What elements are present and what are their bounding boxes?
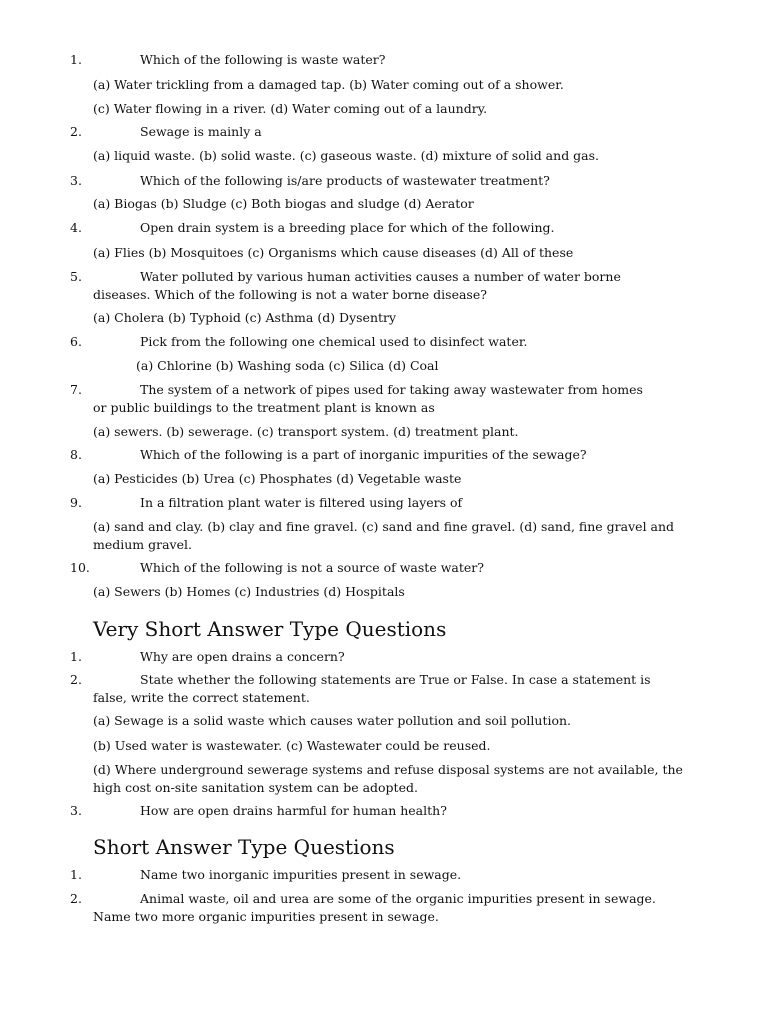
question-10-options: (a) Sewers (b) Homes (c) Industries (d) Hospitals bbox=[93, 584, 405, 599]
question-text: Open drain system is a breeding place for which of the following. bbox=[140, 220, 555, 235]
question-text: Why are open drains a concern? bbox=[140, 649, 345, 664]
section-heading-short: Short Answer Type Questions bbox=[93, 835, 395, 859]
question-number: 4. bbox=[70, 220, 82, 235]
question-text: How are open drains harmful for human health? bbox=[140, 803, 447, 818]
question-number: 10. bbox=[70, 560, 90, 575]
question-text: Which of the following is not a source of waste water? bbox=[140, 560, 484, 575]
vsa-question-2-part-a: (a) Sewage is a solid waste which causes water pollution and soil pollution. bbox=[93, 713, 572, 728]
question-1-options-row-2: (c) Water flowing in a river. (d) Water coming out of a laundry. bbox=[93, 101, 488, 116]
question-text: Pick from the following one chemical used to disinfect water. bbox=[140, 334, 528, 349]
question-1-options-row-1: (a) Water trickling from a damaged tap. (b) Water coming out of a shower. bbox=[93, 77, 564, 92]
question-text: In a filtration plant water is filtered using layers of bbox=[140, 495, 463, 510]
question-text: Sewage is mainly a bbox=[140, 124, 262, 139]
vsa-question-2-part-d: (d) Where underground sewerage systems and refuse disposal systems are not available, the high cost on-site sanitation system can be adopted. bbox=[93, 762, 683, 795]
section-heading-very-short: Very Short Answer Type Questions bbox=[93, 617, 447, 641]
question-number: 1. bbox=[70, 867, 82, 882]
question-7-text-continued: or public buildings to the treatment plant is known as bbox=[93, 400, 435, 415]
question-8-options: (a) Pesticides (b) Urea (c) Phosphates (d) Vegetable waste bbox=[93, 471, 462, 486]
question-number: 5. bbox=[70, 269, 82, 284]
question-number: 7. bbox=[70, 382, 82, 397]
question-text: Animal waste, oil and urea are some of the organic impurities present in sewage. bbox=[140, 891, 656, 906]
question-number: 2. bbox=[70, 891, 82, 906]
question-5-options: (a) Cholera (b) Typhoid (c) Asthma (d) Dysentry bbox=[93, 310, 397, 325]
question-6-options: (a) Chlorine (b) Washing soda (c) Silica (d) Coal bbox=[136, 358, 439, 373]
question-text: Name two inorganic impurities present in sewage. bbox=[140, 867, 462, 882]
question-9-options: (a) sand and clay. (b) clay and fine gravel. (c) sand and fine gravel. (d) sand, fine gravel and medium gravel. bbox=[93, 519, 675, 552]
question-number: 8. bbox=[70, 447, 82, 462]
question-number: 1. bbox=[70, 649, 82, 664]
question-number: 2. bbox=[70, 124, 82, 139]
question-4-options: (a) Flies (b) Mosquitoes (c) Organisms which cause diseases (d) All of these bbox=[93, 245, 574, 260]
question-text: Which of the following is a part of inorganic impurities of the sewage? bbox=[140, 447, 587, 462]
sa-question-2-text-continued: Name two more organic impurities present in sewage. bbox=[93, 909, 439, 924]
question-number: 1. bbox=[70, 52, 82, 67]
question-number: 9. bbox=[70, 495, 82, 510]
question-text: Which of the following is waste water? bbox=[140, 52, 386, 67]
question-5-text-continued: diseases. Which of the following is not a water borne disease? bbox=[93, 287, 487, 302]
question-7-options: (a) sewers. (b) sewerage. (c) transport system. (d) treatment plant. bbox=[93, 424, 519, 439]
question-number: 6. bbox=[70, 334, 82, 349]
question-2-options: (a) liquid waste. (b) solid waste. (c) gaseous waste. (d) mixture of solid and gas. bbox=[93, 148, 600, 163]
question-number: 3. bbox=[70, 803, 82, 818]
vsa-question-2-text-continued: false, write the correct statement. bbox=[93, 690, 310, 705]
question-text: Water polluted by various human activities causes a number of water borne bbox=[140, 269, 621, 284]
question-number: 2. bbox=[70, 672, 82, 687]
vsa-question-2-part-b: (b) Used water is wastewater. (c) Wastewater could be reused. bbox=[93, 738, 491, 753]
question-number: 3. bbox=[70, 173, 82, 188]
question-text: Which of the following is/are products of wastewater treatment? bbox=[140, 173, 550, 188]
question-text: The system of a network of pipes used for taking away wastewater from homes bbox=[140, 382, 643, 397]
question-3-options: (a) Biogas (b) Sludge (c) Both biogas and sludge (d) Aerator bbox=[93, 196, 474, 211]
question-text: State whether the following statements are True or False. In case a statement is bbox=[140, 672, 651, 687]
